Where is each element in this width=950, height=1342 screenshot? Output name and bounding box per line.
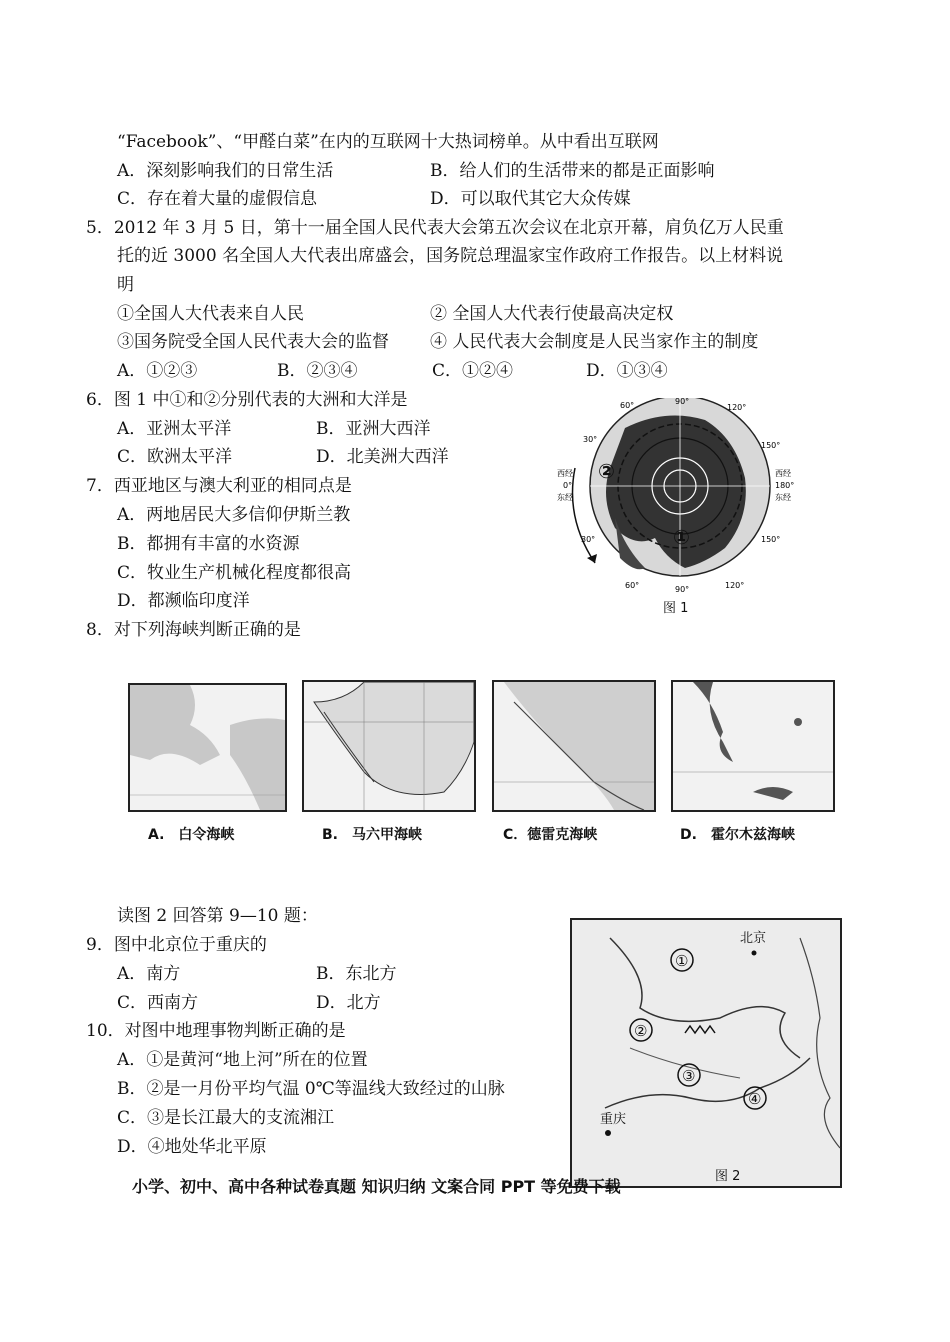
- fig1-side-label-2: 150°: [761, 441, 781, 450]
- q9-option-a: A．南方: [117, 964, 181, 984]
- q5-option-a: A．①②③: [117, 361, 198, 381]
- strait-map-c: [492, 680, 656, 812]
- strait-caption-b: B. 马六甲海峡: [322, 827, 422, 843]
- q9-option-c: C．西南方: [117, 993, 199, 1013]
- strait-map-d: [671, 680, 835, 812]
- fig2-mark-2: ②: [634, 1022, 648, 1040]
- fig1-west-label-1: 西经: [557, 469, 573, 478]
- q7-option-c: C．牧业生产机械化程度都很高: [117, 563, 352, 583]
- figure-1-polar-map: [555, 398, 800, 620]
- q8-stem: 8．对下列海峡判断正确的是: [86, 620, 301, 640]
- fig1-east-label-2: 180°: [775, 481, 795, 490]
- q6-option-b: B．亚洲大西洋: [316, 419, 431, 439]
- footer-text: 小学、初中、高中各种试卷真题 知识归纳 文案合同 PPT 等免费下载: [132, 1177, 621, 1196]
- q5-option-b: B．②③④: [277, 361, 358, 381]
- fig2-caption: 图 2: [715, 1169, 741, 1184]
- q5-statement-4: ④ 人民代表大会制度是人民当家作主的制度: [430, 332, 759, 352]
- q6-option-c: C．欧洲太平洋: [117, 447, 233, 467]
- q6-option-a: A．亚洲太平洋: [117, 419, 232, 439]
- q5-stem-line2: 托的近 3000 名全国人大代表出席盛会，国务院总理温家宝作政府工作报告。以上材料说: [117, 246, 784, 266]
- q5-stem-line3: 明: [117, 275, 134, 295]
- fig1-top-label-3: 120°: [727, 403, 747, 412]
- q7-stem: 7．西亚地区与澳大利亚的相同点是: [86, 476, 352, 496]
- q7-option-d: D．都濒临印度洋: [117, 591, 250, 611]
- strait-caption-a: A. 白令海峡: [148, 827, 235, 843]
- q7-option-b: B．都拥有丰富的水资源: [117, 534, 300, 554]
- q6-option-d: D．北美洲大西洋: [316, 447, 449, 467]
- strait-map-a: [128, 683, 287, 812]
- q10-option-d: D．④地处华北平原: [117, 1137, 267, 1157]
- q6-stem: 6．图 1 中①和②分别代表的大洲和大洋是: [86, 390, 408, 410]
- fig1-mark-2: ②: [598, 459, 615, 483]
- q4-option-a: A．深刻影响我们的日常生活: [117, 161, 334, 181]
- q4-option-b: B．给人们的生活带来的都是正面影响: [430, 161, 715, 181]
- fig1-mark-1: ①: [673, 525, 690, 549]
- q10-option-a: A．①是黄河“地上河”所在的位置: [117, 1050, 368, 1070]
- fig1-west-label-3: 东经: [557, 493, 573, 502]
- q9-option-d: D．北方: [316, 993, 381, 1013]
- q10-stem: 10．对图中地理事物判断正确的是: [86, 1021, 346, 1041]
- fig1-bottom-label-3: 120°: [725, 581, 745, 590]
- fig1-top-label-2: 90°: [675, 398, 690, 406]
- fig1-west-label-2: 0°: [563, 481, 573, 490]
- fig1-caption: 图 1: [663, 601, 689, 616]
- q5-statement-1: ①全国人大代表来自人民: [117, 304, 304, 324]
- fig2-mark-3: ③: [682, 1067, 696, 1085]
- fig2-intro: 读图 2 回答第 9—10 题：: [117, 906, 318, 926]
- fig2-mark-1: ①: [675, 952, 689, 970]
- q9-option-b: B．东北方: [316, 964, 397, 984]
- fig1-side-label-1: 30°: [583, 435, 598, 444]
- fig1-side-label-3: 30°: [581, 535, 596, 544]
- q5-option-d: D．①③④: [586, 361, 668, 381]
- strait-caption-c: C．德雷克海峡: [503, 827, 598, 843]
- q10-option-c: C．③是长江最大的支流湘江: [117, 1108, 335, 1128]
- q10-option-b: B．②是一月份平均气温 0℃等温线大致经过的山脉: [117, 1079, 505, 1099]
- fig1-east-label-3: 东经: [775, 493, 791, 502]
- fig1-top-label-1: 60°: [620, 401, 635, 410]
- fig1-bottom-label-2: 90°: [675, 585, 690, 594]
- fig1-bottom-label-1: 60°: [625, 581, 640, 590]
- q9-stem: 9．图中北京位于重庆的: [86, 935, 267, 955]
- q7-option-a: A．两地居民大多信仰伊斯兰教: [117, 505, 351, 525]
- strait-map-b: [302, 680, 476, 812]
- fig1-east-label-1: 西经: [775, 469, 791, 478]
- q5-option-c: C．①②④: [432, 361, 514, 381]
- fig1-side-label-4: 150°: [761, 535, 781, 544]
- fig2-beijing-label: 北京: [740, 931, 767, 946]
- q5-statement-3: ③国务院受全国人民代表大会的监督: [117, 332, 389, 352]
- fig2-chongqing-label: 重庆: [600, 1112, 627, 1127]
- figure-2-china-map: [570, 918, 842, 1188]
- strait-caption-d: D. 霍尔木兹海峡: [680, 827, 795, 843]
- q4-option-c: C．存在着大量的虚假信息: [117, 189, 318, 209]
- q5-stem-line1: 5．2012 年 3 月 5 日，第十一届全国人民代表大会第五次会议在北京开幕，肩负亿万人民重: [86, 218, 784, 238]
- q4-option-d: D．可以取代其它大众传媒: [430, 189, 631, 209]
- fig2-mark-4: ④: [748, 1090, 762, 1108]
- q4-stem-tail: “Facebook”、“甲醛白菜”在内的互联网十大热词榜单。从中看出互联网: [117, 132, 659, 152]
- q5-statement-2: ② 全国人大代表行使最高决定权: [430, 304, 674, 324]
